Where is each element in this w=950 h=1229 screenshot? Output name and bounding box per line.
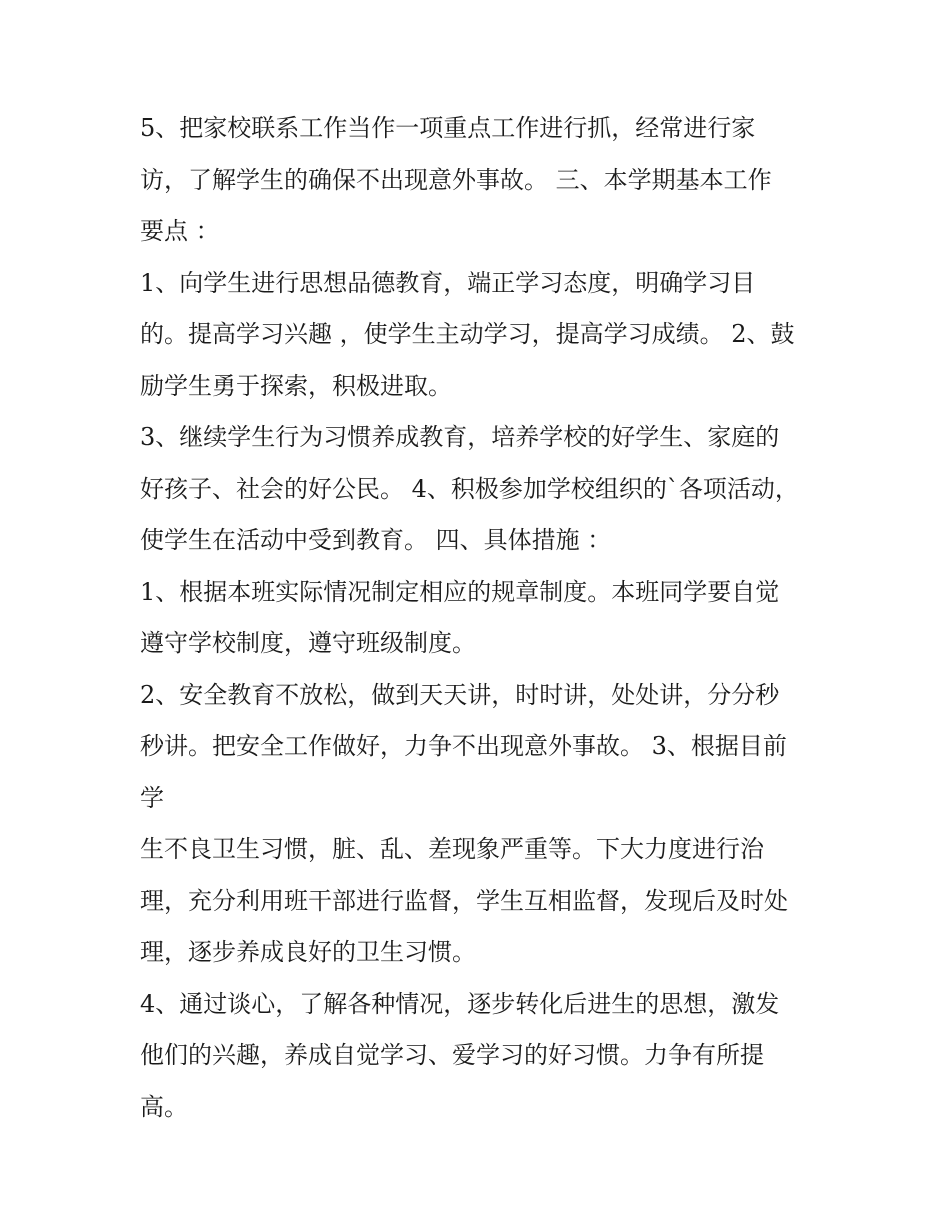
text-line: 生不良卫生习惯，脏、乱、差现象严重等。下大力度进行治 [140,835,764,863]
text-line: 高。 [140,1093,188,1121]
text-line: 使学生在活动中受到教育。 四、具体措施 ： [140,526,612,554]
text-line: 1、向学生进行思想品德教育，端正学习态度，明确学习目 [140,269,756,297]
text-line: 要点 ： [140,217,220,245]
text-line: 5、把家校联系工作当作一项重点工作进行抓，经常进行家 [140,114,756,142]
text-line: 理，逐步养成良好的卫生习惯。 [140,938,476,966]
text-line: 秒讲。把安全工作做好，力争不出现意外事故。 3、根据目前 [140,732,787,760]
text-line: 3、继续学生行为习惯养成教育，培养学校的好学生、家庭的 [140,423,780,451]
text-line: 学 [140,784,164,812]
text-line: 的。提高学习兴趣 ，使学生主动学习，提高学习成绩。 2、鼓 [140,320,795,348]
text-line: 访，了解学生的确保不出现意外事故。 三、本学期基本工作 [140,166,772,194]
text-line: 1、根据本班实际情况制定相应的规章制度。本班同学要自觉 [140,578,780,606]
text-line: 2、安全教育不放松，做到天天讲，时时讲，处处讲，分分秒 [140,681,780,709]
text-line: 励学生勇于探索，积极进取。 [140,372,452,400]
text-line: 好孩子、社会的好公民。 4、积极参加学校组织的`各项活动， [140,475,799,503]
text-line: 理，充分利用班干部进行监督，学生互相监督，发现后及时处 [140,887,788,915]
text-line: 遵守学校制度，遵守班级制度。 [140,629,476,657]
text-line: 他们的兴趣，养成自觉学习、爱学习的好习惯。力争有所提 [140,1041,764,1069]
text-line: 4、通过谈心，了解各种情况，逐步转化后进生的思想，激发 [140,990,780,1018]
